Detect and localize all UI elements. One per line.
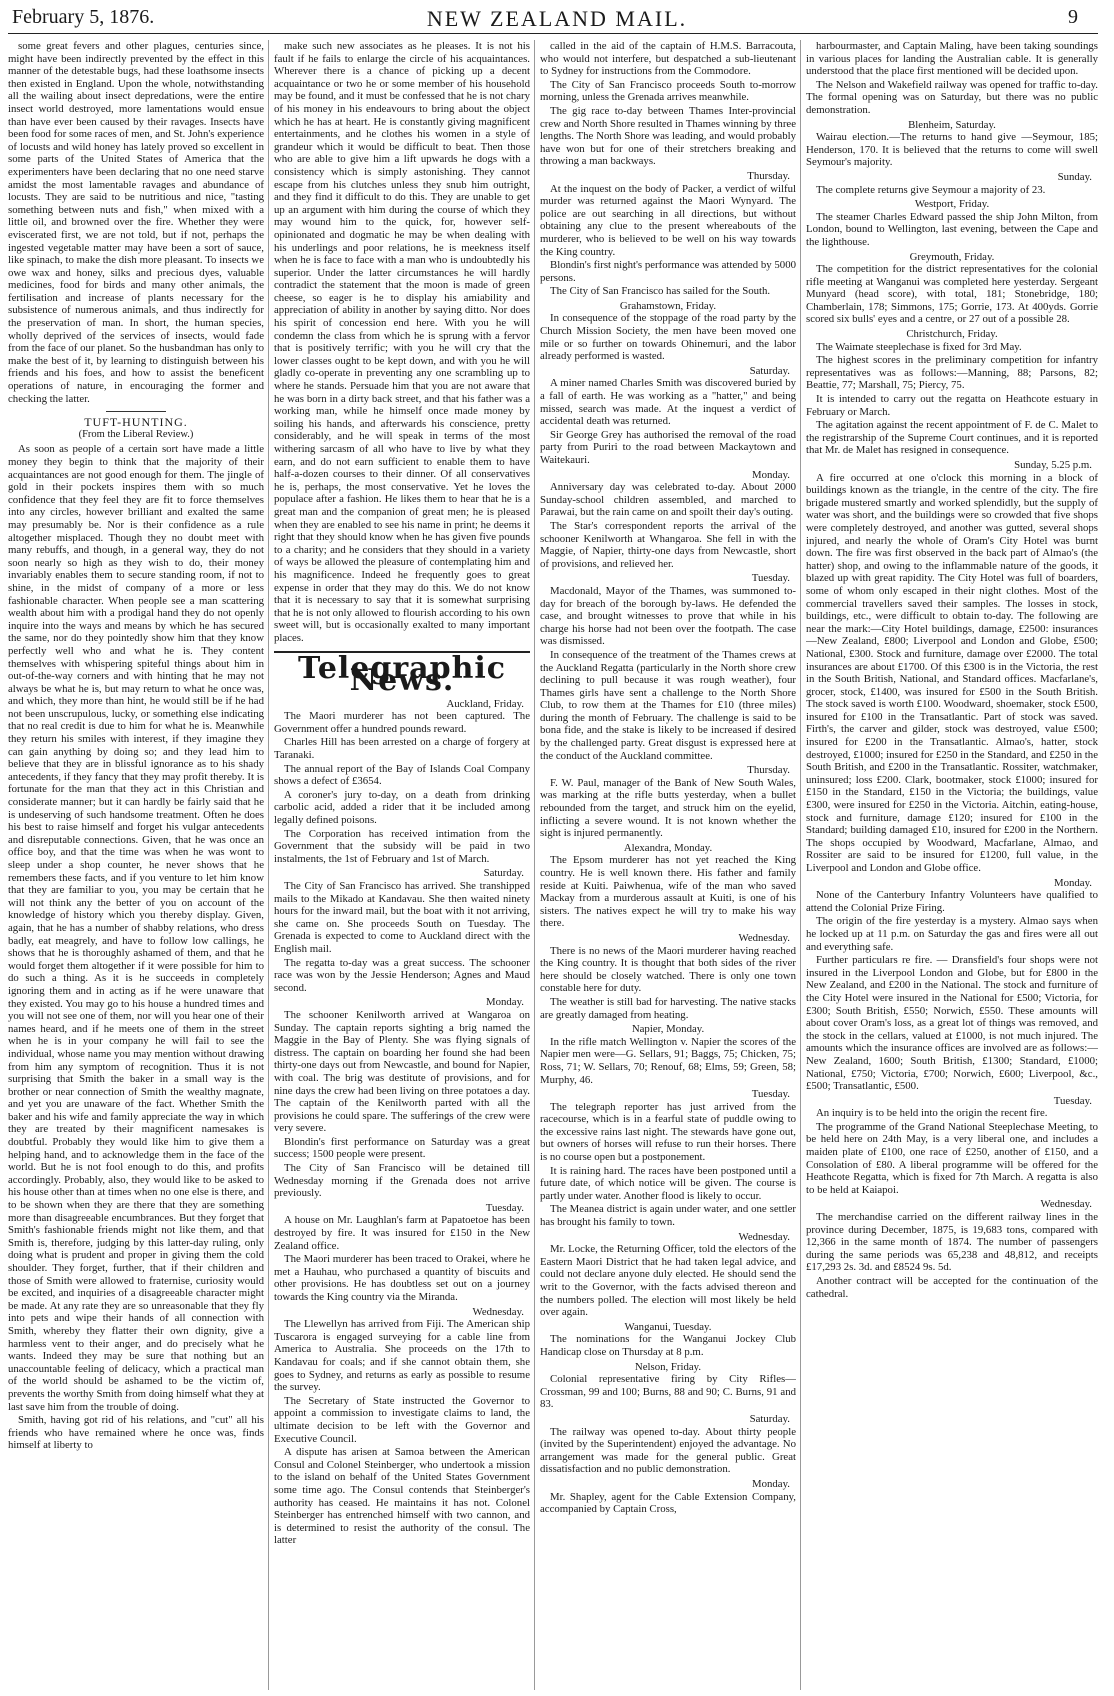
dateline: Thursday. (747, 169, 790, 182)
news-item: The Llewellyn has arrived from Fiji. The American ship Tuscarora is engaged surveying for a cable line from America to Australia. She proceeds on the 17th to Kandavau for coals; and if she cannot obtain them, she goes to Sydney, and returns as early as possible to resume the survey. (274, 1318, 530, 1394)
news-item: Blondin's first performance on Saturday was a great success; 1500 people were present. (274, 1135, 530, 1161)
news-item: A house on Mr. Laughlan's farm at Papatoetoe has been destroyed by fire. It was insured for £150 in the New Zealand office. (274, 1214, 530, 1252)
news-item: Mr. Shapley, agent for the Cable Extension Company, accompanied by Captain Cross, (540, 1490, 796, 1516)
dateline: Alexandra, Monday. (623, 841, 713, 854)
article-paragraph: make such new associates as he pleases. It is not his fault if he fails to enlarge the circle of his acquaintances. Wherever there is a chance of picking up a decent acquaintance or two he or some member of his household may be found, and it must be confessed that he is not chary of his money in his endeavours to bring about the object which he has at heart. He is constantly giving magnificent entertainments, and he clothes his women in a style of grandeur which it would be difficult to beat. Then those who are able to give him a lift upwards he dogs with a consistency which is simply astonishing. They cannot escape from his clutches unless they snub him outright, and they find it difficult to do this. They are unable to get up an argument with him during the course of which they may wound him to the quick, for, however self-opinionated and dogmatic he may be when dealing with his underlings and poor relations, he is meekness itself when he is face to face with a man who is undoubtedly his superior. Under the latter circumstances he will hardly contradict the statement that the moon is made of green cheese, so eager is he to display his amiability and appreciation of ability in another by saying ditto. Nor does his spirit of concession end here. With you he will condemn the class from which he is sprung with a fervor that is positively terrific; with you he will cry that the lower classes ought to be kept down, and with you he will gladly co-operate in preventing any one scrambling up to where he stands. Persuade him that you are not aware that he was born in a dirty back street, and that his father was a working man, while he himself once made money by soiling his hands, and afterwards his conscience, pretty considerably, and he will speak in terms of the most withering sarcasm of all who have to live by what they earn, and do not earn sufficient to enable them to have half-a-dozen courses to their dinner. Of all conservatives he is, perhaps, the most conservative. Yet he loves the populace after a fashion. He likes them to hear that he is a great man and the companion of great men; he is pleased when they are enabled to see his name in print; he deems it right that they should know when he has given five pounds to a charity; and he considers that they should in a variety of ways be allowed the pleasure of contemplating him and his magnificence. Indeed he frequently goes to great expense in order that they may do this. We do not know that it is necessary to say that it is somewhat surprising that he is not only allowed to flourish according to his own sweet will, but is occasionally exalted to many important places. (274, 40, 530, 644)
news-item: The steamer Charles Edward passed the ship John Milton, from London, bound to Wellington, last evening, between the Cape and the lighthouse. (806, 210, 1098, 248)
news-item: The complete returns give Seymour a majority of 23. (816, 183, 1046, 196)
dateline: Tuesday. (485, 1201, 524, 1214)
dateline: Thursday. (747, 764, 790, 777)
news-item: At the inquest on the body of Packer, a verdict of wilful murder was returned against the Maori Wynyard. The police are out searching in all directions, but without obtaining any clue to the present whereabouts of the murderer, who is believed to be well on his way towards the King country. (540, 182, 796, 258)
news-item: The Secretary of State instructed the Governor to appoint a commission to investigate claims to land, the ultimate decision to be left with the Governor and Executive Council. (274, 1394, 530, 1445)
dateline: Wanganui, Tuesday. (624, 1320, 712, 1333)
dateline: Grahamstown, Friday. (619, 299, 717, 312)
dateline: Wednesday. (738, 1230, 790, 1243)
news-item: Wairau election.—The returns to hand give —Seymour, 185; Henderson, 170. It is believed that the returns to come will swell Seymour's majority. (806, 131, 1098, 169)
dateline: Wednesday. (1040, 1198, 1092, 1211)
news-item: F. W. Paul, manager of the Bank of New South Wales, was marking at the rifle butts yesterday, when a bullet rebounded from the target, and struck him on the eyelid, inflicting a severe wound. It is not known whether the sight is injured permanently. (540, 776, 796, 840)
news-item: harbourmaster, and Captain Maling, have been taking soundings in various places for landing the Australian cable. It is generally understood that the place first mentioned will be decided upon. (806, 40, 1098, 78)
news-item: The Corporation has received intimation from the Government that the subsidy will be paid in two instalments, the 1st of February and 1st of March. (274, 827, 530, 865)
news-item: Blondin's first night's performance was attended by 5000 persons. (540, 259, 796, 284)
article-paragraph: some great fevers and other plagues, centuries since, might have been indirectly prevented by the effect in this manner of the detestable bugs, had these loathsome insects then existed in England. Upon the whole, notwithstanding all the wailing about insect depredations, were the entire insect world destroyed, more lamentations would ensue than have ever been caused by their ravages. Insects have been food for some races of men, and St. John's experience of locusts and wild honey has lately proved so excellent in some parts of the United States of America that the experimenters have been declaring that no one need starve amidst the most lamentable ravages and abundance of locusts. They are said to be nutritious and nice, "tasting something between nuts and fish," when mixed with a little oil, and browned over the fire. Whether they were eviscerated first, we are not told, but if not, perhaps the ingested vegetable matter may have been a sort of sauce, like spinach, to make the dish more pleasant. To insects we owe wax and honey, silks and precious dyes, valuable medicines, food for birds and many other animals, the fertilisation and increase of plants necessary for the subsistence of numerous animals, and thus indirectly for the preservation of man. In short, the human species, wholly deprived of the services of insects, would fade from the face of our planet. So the husbandman has only to make the best of it, by learning to distinguish between his friends and his foes, and how to assist the beneficent operations of nature, in encouraging the former and checking the latter. (8, 40, 264, 405)
news-item: The origin of the fire yesterday is a mystery. Almao says when he locked up at 11 p.m. on Saturday the gas and fires were all out and everything safe. (806, 915, 1098, 953)
news-item: None of the Canterbury Infantry Volunteers have qualified to attend the Colonial Prize Firing. (806, 889, 1098, 914)
news-item: The Epsom murderer has not yet reached the King country. He is well known there. His father and family reside at Kuiti. Paiwhenua, wife of the man who saved Mackay from a murderous assault at Kuiti, is one of his sisters. The natives expect he will try to make his way there. (540, 854, 796, 930)
news-item: In consequence of the treatment of the Thames crews at the Auckland Regatta (particularly in the North shore crew declining to pull because it was rough weather), four Thames girls have sent a challenge to the North Shore Club, to row them at the Thames for £10 (three miles) during the month of February. The challenge is said to be bona fide, and the stake is likely to be increased if desired by the challenged party. Great disgust is expressed here at the conduct of the Auckland committee. (540, 648, 796, 762)
dateline: Tuesday. (751, 572, 790, 585)
news-item: The nominations for the Wanganui Jockey Club Handicap close on Thursday at 8 p.m. (540, 1333, 796, 1358)
column-divider (800, 40, 801, 1690)
news-item: The competition for the district representatives for the colonial rifle meeting at Wanganui was completed here yesterday. Sergeant Munyard (head score), with total, 181; Stonebridge, 180; Chamberlain, 178; Simmons, 175; Gorrie, 173. At 400yds. Gorrie scored six bulls' eyes and a centre, or 27 out of a possible 28. (806, 263, 1098, 326)
news-item: Macdonald, Mayor of the Thames, was summoned to-day for breach of the borough by-laws. He defended the case, and brought witnesses to prove that while in his charge his horse had not been over the footpath. The case was dismissed. (540, 584, 796, 648)
news-item: The Maori murderer has not been captured. The Government offer a hundred pounds reward. (274, 710, 530, 735)
news-item: The gig race to-day between Thames Inter-provincial crew and North Shore resulted in Thames winning by three lengths. The North Shore was leading, and would probably have won but for one of their stretchers breaking and throwing a man backways. (540, 104, 796, 168)
article-paragraph: As soon as people of a certain sort have made a little money they begin to think that the majority of their acquaintances are not good enough for them. The jingle of gold in their pockets inspires them with so much confidence that they feel they are fit to force themselves into any circles, however brilliant and exalted the same may presumably be. Nor is their confidence as a rule altogether misplaced. Though they no doubt meet with many rebuffs, and though, in a general way, they do not soon nearly so high as they wish to do, their money invariably enables them to secure standing room, if not to shine, in the midst of company of a more or less fashionable character. When people see a man scattering wealth about him with a prodigal hand they do not openly inquire into the ways and means by which he has secured the same, nor do they pointedly show him that they know perfectly well who and what he is. They content themselves with whispering spiteful things about him in out-of-the-way corners and with hinting that he may not always be what he is, but may return to what he once was, and which, they more than hint, he would still be if he had not been unscrupulous, lucky, or something else indicating that no real credit is due to him for what he is. Meanwhile they return his smiles with interest, if they imagine they can gain anything by doing so; and they lead him to believe that they are in blissful ignorance as to his shady antecedents, if they fancy that they may profit thereby. It is fortunate for the man that they act in this Christian and considerate manner; but it can hardly be fairly said that he is undeserving of such handsome treatment. Often he does his best to raise himself and forget his vulgar antecedents and disreputable connections. Given, that he was once an office boy, and that the time was when he was wont to sleep under a shop counter, he never shows that he remembers these facts, and if you venture to let him know that they are familiar to you, you may be certain that he will not think any the better of you on account of the knowledge of history which you thereby display. Given, again, that he has a number of shabby relations, who dress badly, eat meagrely, and have to follow low callings, he shows that he is thoroughly ashamed of them, and that he would forget them altogether if it were possible for him to do such a thing. As it is he succeeds in completely ignoring them and in acting as if he were unaware that they existed. You may go to his house a hundred times and you will not see one of them, nor will you hear one of their names heard, and if he meets one of them in the street when he is in your company he will fail to see the individual, whose name you may mention without drawing from him any symptom of recognition. Thus it is not surprising that Smith the baker in a small way is the brother or near connection of Smith the wealthy magnate, and yet you are unaware of the fact. Whether Smith the baker and his wife and family appreciate the way in which they are treated by their magnificent namesakes is doubtful. Probably they would like him to give them a helping hand, and to acknowledge them in the face of the world. But he is not fool enough to do this, and profits accordingly. Probably, also, they would like to be asked to his house other than at times when no one else is there, and to be shown when they are there that they are something more than disagreeable encumbrances. But they forget that Smith's fashionable friends might not like them, and that Smith is, therefore, judging by this latter-day ruling, only doing what is prudent and proper in giving them the cold shoulder. They forget, further, that if their children and those of Smith were allowed to fraternise, curiosity would be excited, and inquiries of a disagreeable character might be made. At any rate they are so unreasonable that they fly into pets and wipe their hands of all connection with Smith, whereby they flatter their own dignity, give a harmless vent to their anger, and do precisely what he wants. Indeed they may be sure that nothing but an unaccountable feeling of delicacy, which a practical man of the world should be ashamed to be the victim of, prevents the worthy Smith from doing himself what they at last save him from the trouble of doing. (8, 443, 264, 1413)
article-heading: TUFT-HUNTING. (84, 415, 188, 430)
news-item: Another contract will be accepted for the continuation of the cathedral. (806, 1275, 1098, 1300)
news-item: A dispute has arisen at Samoa between the American Consul and Colonel Steinberger, who undertook a mission to the island on behalf of the United States Government some time ago. The Consul contends that Steinberger's authority has ceased. He maintains it has not. Colonel Steinberger has entrenched himself with two cannon, and is determined to resist the authority of the consul. The latter (274, 1446, 530, 1547)
dateline: Monday. (752, 1477, 790, 1490)
news-item: The City of San Francisco proceeds South to-morrow morning, unless the Grenada arrives meanwhile. (540, 78, 796, 104)
news-item: Anniversary day was celebrated to-day. About 2000 Sunday-school children assembled, and marched to Parawai, but the rain came on and spoilt their day's outing. (540, 481, 796, 519)
dateline: Sunday. (1057, 170, 1092, 183)
dateline: Tuesday. (1053, 1094, 1092, 1107)
dateline: Greymouth, Friday. (909, 250, 995, 263)
article-source: (From the Liberal Review.) (78, 428, 194, 440)
news-item: It is intended to carry out the regatta on Heathcote estuary in February or March. (806, 393, 1098, 418)
section-title-telegraphic-news: Telegraphic News. (297, 650, 507, 699)
page-number: 9 (1068, 6, 1078, 28)
news-item: Mr. Locke, the Returning Officer, told the electors of the Eastern Maori District that he had taken legal advice, and could not declare anyone duly elected. He should send the writ to the Governor, with the facts advised thereon and the numbers polled. The election will most likely be held over again. (540, 1243, 796, 1319)
news-item: Charles Hill has been arrested on a charge of forgery at Taranaki. (274, 736, 530, 762)
news-item: The Waimate steeplechase is fixed for 3rd May. (816, 340, 1022, 353)
dateline: Napier, Monday. (631, 1023, 705, 1036)
section-rule (106, 411, 166, 412)
issue-date: February 5, 1876. (12, 6, 155, 28)
article-paragraph: Smith, having got rid of his relations, and "cut" all his friends who have remained where he once was, finds himself at liberty to (8, 1414, 264, 1452)
news-item: The agitation against the recent appointment of F. de C. Malet to the registrarship of the Supreme Court continues, and it is reported that Mr. de Malet has resigned in consequence. (806, 419, 1098, 457)
column-divider (534, 40, 535, 1690)
column-1 (8, 40, 264, 1690)
dateline: Monday. (752, 468, 790, 481)
dateline: Wednesday. (472, 1305, 524, 1318)
page-header (0, 0, 1114, 34)
column-divider (268, 40, 269, 1690)
news-item: A miner named Charles Smith was discovered buried by a fall of earth. He was working as a "hatter," and being missed, search was made. At the inquest a verdict of accidental death was returned. (540, 377, 796, 428)
dateline: Monday. (486, 996, 524, 1009)
news-item: The railway was opened to-day. About thirty people (invited by the Superintendent) enjoyed the advantage. No arrangement was made for the general public. Great dissatisfaction and no public demonstration. (540, 1425, 796, 1476)
news-item: The weather is still bad for harvesting. The native stacks are greatly damaged from heating. (540, 995, 796, 1021)
dateline: Auckland, Friday. (446, 697, 524, 710)
news-item: The programme of the Grand National Steeplechase Meeting, to be held here on 24th May, is a very liberal one, and includes a maiden plate of £100, one race of £250, another of £150, and a Consolation of £80. A liberal programme will be offered for the Heathcote Regatta, which is fixed for 7th March. A regatta is also to be held at Kaiapoi. (806, 1120, 1098, 1196)
dateline: Saturday. (749, 1412, 790, 1425)
dateline: Sunday, 5.25 p.m. (1014, 459, 1092, 471)
news-item: Further particulars re fire. — Dransfield's four shops were not insured in the Liverpool London and Globe, but for £800 in the New Zealand, and £200 in the National. The stock and furniture of the City Hotel were insured in the National for £500; Victoria, for £300; South British, £550; Norwich, £550. These amounts will about cover Oram's loss, as a great lot of things was removed, and the stock in the cellars, valued at £1000, is not much injured. The amounts which the insurance offices are involved are as follows:—New Zealand, 1600; South British, £1300; Standard, £1000; National, £750; Victoria, £700; Norwich, £600; Liverpool, &c., £500; Transatlantic, £500. (806, 954, 1098, 1093)
news-item: The merchandise carried on the different railway lines in the province during December, 1875, is 19,683 tons, compared with 12,366 in the same month of 1874. The number of passengers during the same periods was 65,238 and 48,812, and receipts £17,293 2s. 3d. and £8524 9s. 5d. (806, 1211, 1098, 1274)
news-item: The highest scores in the preliminary competition for infantry representatives was as follows:—Manning, 88; Parsons, 82; Beattie, 77; Marshall, 75; Piercy, 75. (806, 354, 1098, 392)
dateline: Wednesday. (738, 931, 790, 944)
news-item: It is raining hard. The races have been postponed until a future date, of which notice will be given. The course is partly under water. Another flood is likely to occur. (540, 1164, 796, 1202)
dateline: Blenheim, Saturday. (908, 118, 996, 131)
masthead-title: NEW ZEALAND MAIL. (426, 6, 688, 31)
news-item: The telegraph reporter has just arrived from the racecourse, which is in a fearful state of puddle owing to the excessive rains last night. The stewards have gone out, but owners of horses will refuse to run their horses. There is no course open but a postponement. (540, 1100, 796, 1164)
news-item: Colonial representative firing by City Rifles—Crossman, 99 and 100; Burns, 88 and 90; C. Burns, 91 and 83. (540, 1373, 796, 1411)
news-item: The Maori murderer has been traced to Orakei, where he met a Hauhau, who purchased a quantity of biscuits and other provisions. He has doubtless set out on a journey towards the King country via the Miranda. (274, 1253, 530, 1303)
dateline: Saturday. (483, 867, 524, 880)
column-2 (274, 40, 530, 1690)
dateline: Christchurch, Friday. (906, 328, 998, 341)
header-rule (8, 33, 1098, 34)
news-item: The Star's correspondent reports the arrival of the schooner Kenilworth at Whangaroa. She fell in with the Maggie, of Napier, thirty-one days from Newcastle, short of provisions, and relieved her. (540, 519, 796, 570)
column-4 (806, 40, 1098, 1690)
news-item: The Meanea district is again under water, and one settler has brought his family to town. (540, 1203, 796, 1229)
dateline: Westport, Friday. (914, 198, 990, 211)
news-item: The schooner Kenilworth arrived at Wangaroa on Sunday. The captain reports sighting a brig named the Maggie in the Bay of Plenty. She was flying signals of distress. The captain on boarding her found she had been thirty-one days out from Newcastle, and bound for Napier, with coal. The brig was destitute of provisions, and for nine days the crew had been living on three potatoes a day. The captain of the Kenilworth parted with all the provisions he could spare. The sufferings of the crew were very severe. (274, 1008, 530, 1135)
news-item: The City of San Francisco has sailed for the South. (550, 285, 771, 298)
news-item: An inquiry is to be held into the origin the recent fire. (816, 1107, 1048, 1120)
news-item: The City of San Francisco has arrived. She transhipped mails to the Mikado at Kandavau. She then waited ninety hours for the inward mail, but the boat with it not arriving, she came on. She proceeds South on Tuesday. The Grenada is expected to come to Auckland direct with the English mail. (274, 880, 530, 955)
news-item: The regatta to-day was a great success. The schooner race was won by the Jessie Henderson; Agnes and Maud second. (274, 956, 530, 994)
news-item: In the rifle match Wellington v. Napier the scores of the Napier men were—G. Sellars, 91; Baggs, 75; Chicken, 75; Ross, 71; W. Sellars, 70; Renouf, 68; Elms, 59; Green, 58; Murphy, 46. (540, 1035, 796, 1086)
news-item: A coroner's jury to-day, on a death from drinking carbolic acid, added a rider that it be included among legally defined poisons. (274, 788, 530, 827)
dateline: Monday. (1054, 876, 1092, 889)
dateline: Saturday. (749, 364, 790, 377)
news-item: A fire occurred at one o'clock this morning in a block of buildings known as the triangle, in the centre of the city. The fire brigade mustered smartly and worked splendidly, but the supply of water was short, and the buildings were so crowded that five shops were completely destroyed, and another was gutted, several shops injured, and nearly the whole of Oram's City Hotel was burnt down. The fire was first observed in the back part of Almao's (the hatter) shop, and owing to the inflammable nature of the goods, it blazed up with great rapidity. The City Hotel was full of boarders, some of whom only escaped in their night clothes. Most of the commercial travellers saved their samples. The losses in stock, buildings, etc., were difficult to obtain to-day. The following are near the mark:—City Hotel buildings, damage, £2500: insurances—New Zealand, £800; Liverpool and London and Globe, £500; National, £300. Stock and furniture, damage over £2000. The total insurances are about £1700. Of this £300 is in the Victoria, the rest in the South British, National, and Standard offices. Macfarlane's, grocer, stock, £1400, was insured for £500 in the South British. The stock saved is worth £100. Woodward, shoemaker, stock £500, insured for £100 in the Transatlantic. Part of stock was saved. Firth's, the carver and gilder, stock was destroyed, value £500; insured for £200 in the Transatlantic. Almao's, hatter, stock destroyed, £1000; insured for £250 in the Standard, and £250 in the South British, and £200 in the Transatlantic. Rossiter, watchmaker, uninsured; loss £200. Clark, bootmaker, stock £1000; insured for £150 in the Standard, £150 in the Victoria; the buildings, value £300, were insured for £250 in the Victoria. Aitchin, eating-house, stock and furniture, damage £120; insured for £100 in the Standard; building damaged £10, insured for £200 in the Northern. The shops occupied by Woodward, Macfarlane, Almao, and Rossiter are said to be insured for £1200, full value, in the Liverpool and London and Globe office. (806, 471, 1098, 874)
dateline: Tuesday. (751, 1088, 790, 1101)
dateline: Nelson, Friday. (634, 1360, 702, 1373)
column-3 (540, 40, 796, 1690)
news-item: The Nelson and Wakefield railway was opened for traffic to-day. The formal opening was on Saturday, but there was no public demonstration. (806, 78, 1098, 116)
news-item: Sir George Grey has authorised the removal of the road party from Puriri to the road between Mackaytown and Waitekauri. (540, 428, 796, 466)
news-item: There is no news of the Maori murderer having reached the King country. It is thought that both sides of the river here should be closely watched. There is only one town constable here for duty. (540, 944, 796, 995)
news-item: The City of San Francisco will be detained till Wednesday morning if the Grenada does not arrive previously. (274, 1162, 530, 1200)
news-item: In consequence of the stoppage of the road party by the Church Mission Society, the men have been moved one mile or so further on towards Ohinemuri, and the labor already performed is wasted. (540, 312, 796, 363)
news-item: The annual report of the Bay of Islands Coal Company shows a defect of £3654. (274, 762, 530, 788)
news-item: called in the aid of the captain of H.M.S. Barracouta, who would not interfere, but despatched a sub-lieutenant to Sydney for instructions from the Commodore. (540, 40, 796, 78)
